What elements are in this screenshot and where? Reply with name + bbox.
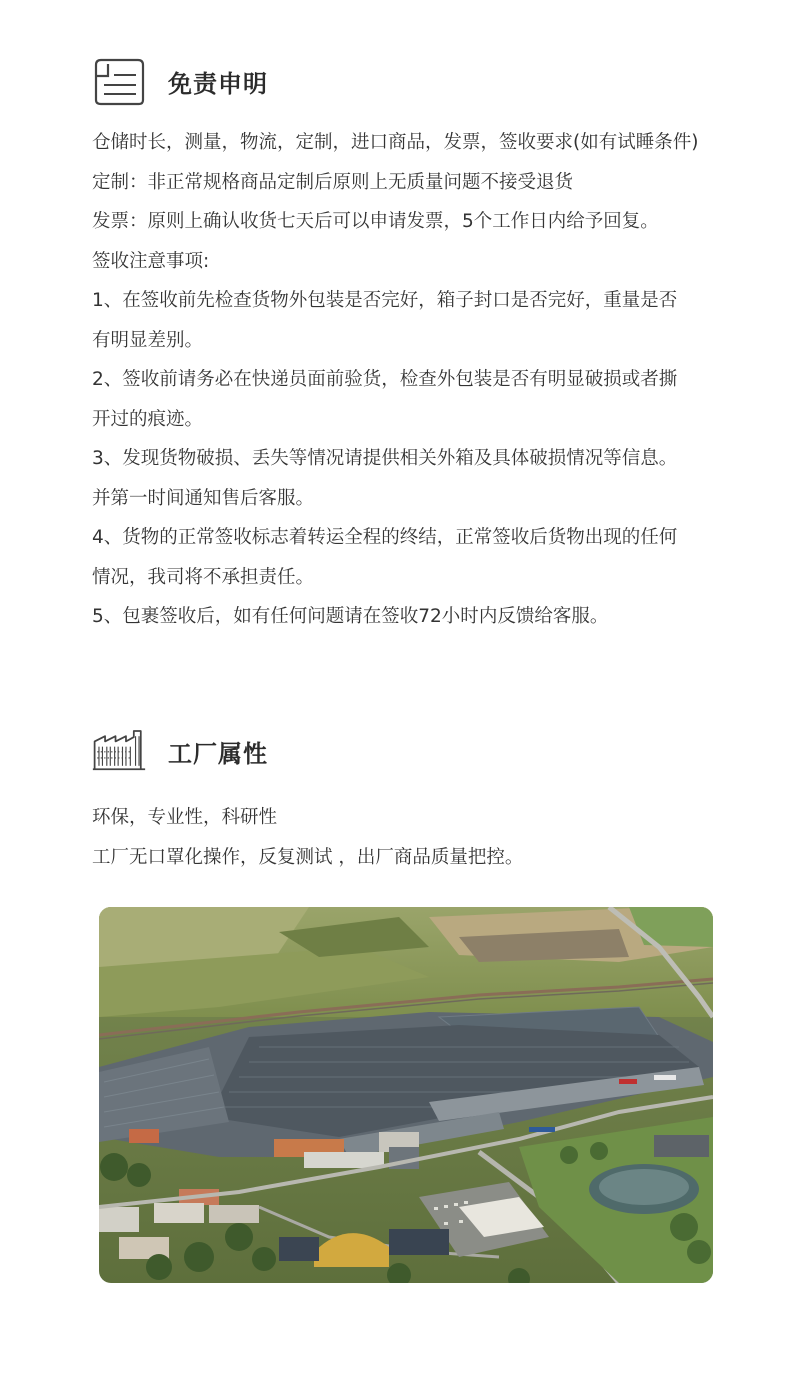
disclaimer-line: 有明显差别。 <box>92 329 204 351</box>
disclaimer-heading <box>92 56 268 106</box>
disclaimer-line: 5、包裹签收后，如有任何问题请在签收72小时内反馈给客服。 <box>92 606 609 627</box>
factory-line: 工厂无口罩化操作，反复测试 ，出厂商品质量把控。 <box>92 846 524 868</box>
disclaimer-line: 情况，我司将不承担责任。 <box>92 566 315 588</box>
factory-line: 环保，专业性，科研性 <box>92 807 278 828</box>
disclaimer-line: 签收注意事项: <box>92 250 210 272</box>
disclaimer-title: 免责申明 <box>168 69 268 98</box>
disclaimer-line: 开过的痕迹。 <box>92 408 204 430</box>
factory-aerial-photo <box>99 907 713 1283</box>
disclaimer-line: 发票：原则上确认收货七天后可以申请发票，5个工作日内给予回复。 <box>92 211 659 232</box>
factory-icon <box>92 726 146 776</box>
factory-text <box>92 798 742 877</box>
disclaimer-line: 4、货物的正常签收标志着转运全程的终结，正常签收后货物出现的任何 <box>92 527 678 548</box>
disclaimer-line: 仓储时长，测量，物流，定制，进口商品，发票，签收要求(如有试睡条件) <box>92 132 699 153</box>
disclaimer-line: 1、在签收前先检查货物外包装是否完好，箱子封口是否完好，重量是否 <box>92 290 678 311</box>
disclaimer-line: 3、发现货物破损、丢失等情况请提供相关外箱及具体破损情况等信息。 <box>92 448 678 469</box>
disclaimer-line: 定制：非正常规格商品定制后原则上无质量问题不接受退货 <box>92 171 574 193</box>
document-icon <box>92 56 146 106</box>
disclaimer-line: 并第一时间通知售后客服。 <box>92 487 315 509</box>
factory-heading <box>92 726 268 776</box>
disclaimer-line: 2、签收前请务必在快递员面前验货，检查外包装是否有明显破损或者撕 <box>92 369 678 390</box>
disclaimer-text <box>92 123 742 637</box>
factory-title: 工厂属性 <box>168 739 268 768</box>
